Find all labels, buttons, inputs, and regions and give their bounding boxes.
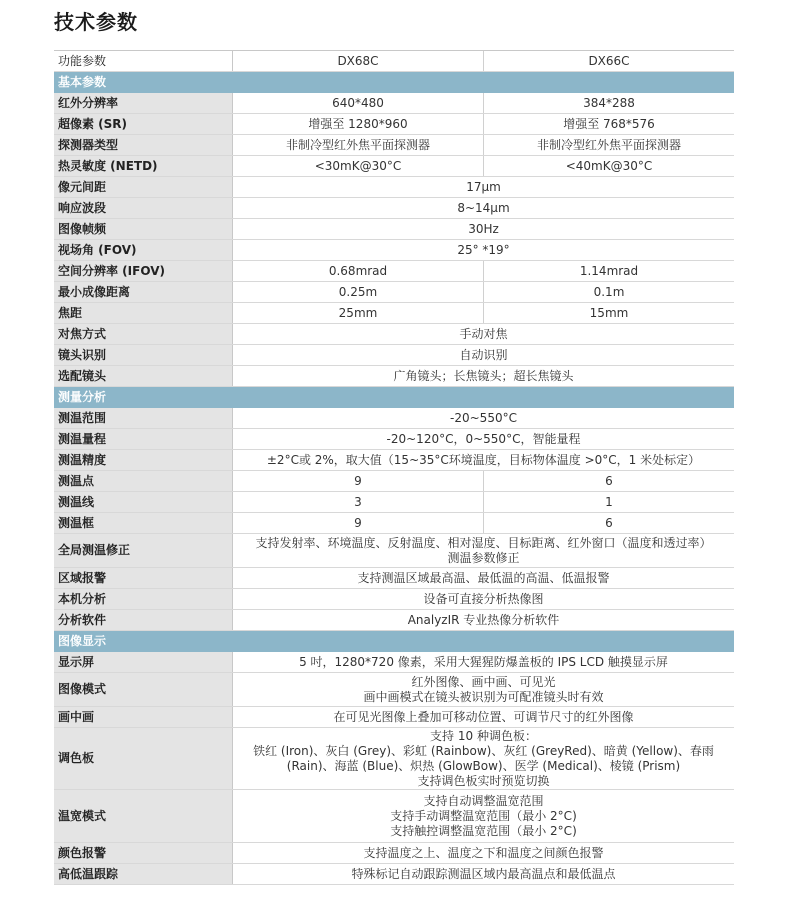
value: 支持测温区域最高温、最低温的高温、低温报警 (357, 570, 610, 585)
row-label: 画中画 (54, 707, 233, 727)
value: 在可见光图像上叠加可移动位置、可调节尺寸的红外图像 (333, 709, 634, 724)
table-row (54, 471, 734, 492)
row-label: 视场角 (FOV) (54, 240, 233, 260)
value: 25° *19° (457, 242, 510, 257)
value-b: 1 (605, 494, 613, 509)
value: 设备可直接分析热像图 (423, 591, 544, 606)
row-label: 调色板 (54, 728, 233, 789)
value-b: 384*288 (583, 95, 635, 110)
row-label: 测温精度 (54, 450, 233, 470)
value-line: 支持触控调整温宽范围（最小 2°C) (390, 823, 577, 838)
row-label: 测温量程 (54, 429, 233, 449)
value-line: 支持手动调整温宽范围（最小 2°C) (390, 808, 577, 823)
row-label: 测温框 (54, 513, 233, 533)
value (233, 790, 734, 842)
value-a: 640*480 (233, 93, 484, 113)
value-a: 0.25m (233, 282, 484, 302)
value-line: 测温参数修正 (447, 550, 520, 565)
table-row (54, 652, 734, 673)
table-row (54, 492, 734, 513)
row-label: 镜头识别 (54, 345, 233, 365)
spec-table (54, 50, 734, 885)
value: 30Hz (468, 221, 499, 236)
value-line: 画中画模式在镜头被识别为可配准镜头时有效 (363, 689, 604, 704)
row-label: 选配镜头 (54, 366, 233, 386)
row-label: 红外分辨率 (54, 93, 233, 113)
table-row (54, 114, 734, 135)
table-row (54, 219, 734, 240)
table-row (54, 261, 734, 282)
value: -20~120°C，0~550°C，智能量程 (386, 431, 581, 446)
row-label: 对焦方式 (54, 324, 233, 344)
table-row (54, 450, 734, 471)
page-title: 技术参数 (54, 10, 138, 34)
header-label: 功能参数 (54, 51, 233, 71)
row-label: 最小成像距离 (54, 282, 233, 302)
row-label: 热灵敏度 (NETD) (54, 156, 233, 176)
value: 自动识别 (459, 347, 508, 362)
value-b: 6 (605, 473, 613, 488)
row-label: 分析软件 (54, 610, 233, 630)
table-row (54, 240, 734, 261)
value-line: 支持 10 种调色板： (430, 728, 537, 743)
value: 支持温度之上、温度之下和温度之间颜色报警 (363, 845, 604, 860)
value (233, 534, 734, 567)
value-line: 支持发射率、环境温度、反射温度、相对湿度、目标距离、红外窗口（温度和透过率） (255, 535, 712, 550)
table-row (54, 177, 734, 198)
value-b: <40mK@30°C (565, 158, 653, 173)
row-label: 区域报警 (54, 568, 233, 588)
value: 手动对焦 (459, 326, 508, 341)
table-row (54, 673, 734, 707)
value: 5 吋，1280*720 像素，采用大猩猩防爆盖板的 IPS LCD 触摸显示屏 (299, 654, 668, 669)
table-row (54, 303, 734, 324)
table-row (54, 513, 734, 534)
table-row (54, 589, 734, 610)
value-b: 1.14mrad (579, 263, 639, 278)
table-row (54, 345, 734, 366)
value: -20~550°C (450, 410, 517, 425)
value: 8~14μm (457, 200, 510, 215)
row-label: 全局测温修正 (54, 534, 233, 567)
row-label: 探测器类型 (54, 135, 233, 155)
table-row (54, 366, 734, 387)
table-row (54, 707, 734, 728)
table-row (54, 843, 734, 864)
value-line: 红外图像、画中画、可见光 (411, 674, 556, 689)
table-row (54, 864, 734, 885)
value-line: 支持调色板实时预览切换 (417, 773, 550, 788)
value-a: 9 (233, 471, 484, 491)
value: AnalyzIR 专业热像分析软件 (407, 612, 560, 627)
value (233, 673, 734, 706)
row-label: 颜色报警 (54, 843, 233, 863)
table-row (54, 429, 734, 450)
table-row (54, 324, 734, 345)
row-label: 焦距 (54, 303, 233, 323)
table-row (54, 282, 734, 303)
value-b: 6 (605, 515, 613, 530)
table-row (54, 408, 734, 429)
value-a: 0.68mrad (233, 261, 484, 281)
row-label: 显示屏 (54, 652, 233, 672)
table-row (54, 790, 734, 843)
table-header-row (54, 51, 734, 72)
model-a-header: DX68C (233, 51, 484, 71)
section-measure: 测量分析 (54, 387, 734, 408)
value (233, 728, 734, 789)
value-a: <30mK@30°C (233, 156, 484, 176)
table-row (54, 156, 734, 177)
row-label: 超像素 (SR) (54, 114, 233, 134)
value-a: 25mm (233, 303, 484, 323)
value-a: 增强至 1280*960 (233, 114, 484, 134)
value-a: 非制冷型红外焦平面探测器 (233, 135, 484, 155)
row-label: 温宽模式 (54, 790, 233, 842)
row-label: 空间分辨率 (IFOV) (54, 261, 233, 281)
row-label: 本机分析 (54, 589, 233, 609)
row-label: 测温线 (54, 492, 233, 512)
row-label: 图像帧频 (54, 219, 233, 239)
row-label: 测温点 (54, 471, 233, 491)
value-line: 铁红 (Iron)、灰白 (Grey)、彩虹 (Rainbow)、灰红 (GreyRed)、暗黄 (Yellow)、春雨 (253, 743, 714, 758)
value-line: 支持自动调整温宽范围 (423, 793, 544, 808)
model-b-header: DX66C (588, 53, 630, 68)
value-a: 9 (233, 513, 484, 533)
value-b: 非制冷型红外焦平面探测器 (536, 137, 681, 152)
table-row (54, 93, 734, 114)
value: 广角镜头；长焦镜头；超长焦镜头 (393, 368, 574, 383)
row-label: 图像模式 (54, 673, 233, 706)
table-row (54, 534, 734, 568)
value-b: 15mm (589, 305, 629, 320)
value: 特殊标记自动跟踪测温区域内最高温点和最低温点 (351, 866, 616, 881)
value: 17μm (466, 179, 501, 194)
row-label: 像元间距 (54, 177, 233, 197)
value-line: (Rain)、海蓝 (Blue)、炽热 (GlowBow)、医学 (Medical)、棱镜 (Prism) (286, 758, 681, 773)
table-row (54, 728, 734, 790)
table-row (54, 198, 734, 219)
value: ±2°C或 2%，取大值（15~35°C环境温度，目标物体温度 >0°C，1 米处标定） (266, 452, 701, 467)
row-label: 响应波段 (54, 198, 233, 218)
section-display: 图像显示 (54, 631, 734, 652)
value-a: 3 (233, 492, 484, 512)
row-label: 高低温跟踪 (54, 864, 233, 884)
row-label: 测温范围 (54, 408, 233, 428)
table-row (54, 135, 734, 156)
value-b: 0.1m (593, 284, 625, 299)
section-basic: 基本参数 (54, 72, 734, 93)
table-row (54, 568, 734, 589)
value-b: 增强至 768*576 (563, 116, 655, 131)
table-row (54, 610, 734, 631)
